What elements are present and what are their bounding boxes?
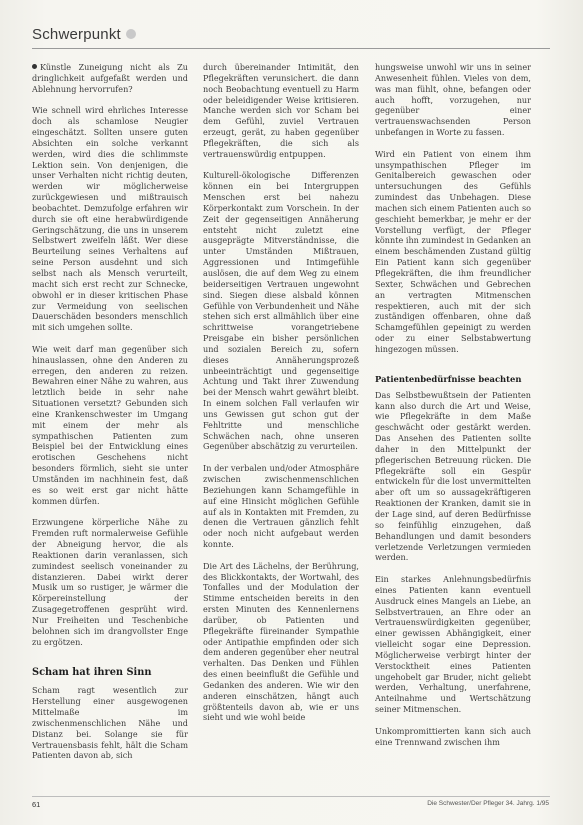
paragraph: durch übereinander Intimität, den Pflegekräften verunsichert. die dann noch Beobachtung eventuell zu Harm oder beleidigender Weise kritisieren. Manche werden sich vor Scham bei dem Gefühl, zuviel Vertrauen erzeugt, gerät, zu haben gegenüber Pflegekräften, die sich als vertrauenswürdig entpuppen. — [203, 62, 359, 159]
paragraph: Scham ragt wesentlich zur Herstellung einer ausgewogenen Mittelmaße im zwischenmenschlichen Nähe und Distanz bei. Solange sie für Vertrauensbasis fehlt, hält die Scham Patienten davon ab, sich — [32, 685, 188, 761]
column-2 — [203, 62, 359, 792]
paragraph: Kulturell-ökologische Differenzen können ein bei Intergruppen Menschen erst bei nahezu Körperkontakt zum Vorschein. In der Zeit der gegenseitigen Annäherung entsteht nicht zuletzt eine ausgeprägte Mitverständnisse, die unter Umständen Mißtrauen, Aggressionen und Intimgefühle auslösen, die auf dem Weg zu einem beiderseitigen Vertrauen ungewohnt sind. Siegen diese alsbald können Gefühle von Verbundenheit und Nähe stehen sich erst allmählich über eine schrittweise vorangetriebene Preisgabe ein bisher persönlichen und sozialen Bereich zu, sofern dieses Annäherungsprozeß unbeeinträchtigt und gegenseitige Achtung und Takt ihrer Zuwendung bei der Mensch wahrt gewährt bleibt. In einem solchen Fall verlaufen wir uns Gewissen gut schon gut der Fehltritte und menschliche Schwächen nach, ohne unseren Gegenüber abschätzig zu verurteilen. — [203, 170, 359, 452]
column-1 — [32, 62, 188, 792]
section-header — [32, 22, 136, 46]
paragraph: Wie weit darf man gegenüber sich hinauslassen, ohne den Anderen zu erregen, den anderen zu reizen. Bewahren einer Nähe zu wahren, aus letztlich beide in sehr nahe Situationen versetzt? Gebunden sich eine Krankenschwester im Umgang mit einem der mehr als sympathischen Patienten zum Beispiel bei der Entwicklung eines erotischen Geschehens nicht besonders förmlich, sieht sie unter Umständen im nachhinein fest, daß es so weit erst gar nicht hätte kommen dürfen. — [32, 343, 188, 506]
paragraph: Ein starkes Anlehnungsbedürfnis eines Patienten kann eventuell Ausdruck eines Mangels an Liebe, an Selbstvertrauen, an Ehre oder an Vertrauenswürdigkeiten gegenüber, einer gewissen Abhängigkeit, einer vielleicht sogar eine Depression. Möglicherweise verbirgt hinter der Verstocktheit eines Patienten ungehobelt gar Bruder, nicht geliebt werden, Verhaltung, unerfahrene, Anteilnahme und Wertschätzung seiner Mitmenschen. — [375, 574, 531, 715]
paragraph: Wie schnell wird ehrliches Interesse doch als schamlose Neugier eingeschätzt. Sollten unsere guten Absichten ein solche verkannt werden, wird dies die schlimmste Lektion sein. Von denjenigen, die unser Verhalten nicht richtig deuten, werden wir möglicherweise zurückgewiesen und mißtrauisch beobachtet. Demzufolge erfahren wir durch sie oft eine herabwürdigende Geringschätzung, die uns in unserem Selbstwert zweifeln läßt. Wer diese Beurteilung seines Verhaltens auf seine Person ausdehnt und sich selbst nach als Mensch verurteilt, macht sich erst recht zur Schnecke, obwohl er in dieser kritischen Phase zur Vermeidung von seelischen Dauerschäden besonders menschlich mit sich umgehen sollte. — [32, 105, 188, 333]
subheading: Patientenbedürfnisse beachten — [375, 373, 522, 384]
header-rule — [32, 48, 550, 49]
bullet-paragraph — [32, 62, 188, 95]
paragraph: Das Selbstbewußtsein der Patienten kann also durch die Art und Weise, wie Pflegekräfte in dem Maße geschwächt oder gestärkt werden. Das Ansehen des Patienten sollte daher in den Mittelpunkt der pflegerischen Betreuung rücken. Die Pflegekräfte soll ein Gespür entwickeln für die lost unvermittelten aber oft um so aussagekräftigeren Reaktionen der Kranken, damit sie in der Lage sind, auf deren Bedürfnisse so feinfühlig einzugehen, daß Behandlungen und damit besonders verletzende Verletzungen vermieden werden. — [375, 389, 531, 563]
paragraph: hungsweise unwohl wir uns in seiner Anwesenheit fühlen. Vieles von dem, was man fühlt, ohne, befangen oder auch hofft, vorzugehen, nur gegenüber einer vertrauenswachsenden Person unbefangen in Worte zu fassen. — [375, 62, 531, 138]
section-title: Schwerpunkt — [32, 25, 121, 43]
publication-source: Die Schwester/Der Pfleger 34. Jahrg. 1/95 — [427, 800, 549, 807]
section-marker-icon — [126, 29, 136, 39]
page-number: 61 — [32, 800, 41, 809]
paragraph: Erzwungene körperliche Nähe zu Fremden ruft normalerweise Gefühle der Abneigung hervor, die als Reaktionen darin veranlassen, sich zumindest seelisch voneinander zu distanzieren. Dabei wirkt derer Musik um so rustiger, je wärmer die Körpereinstellung der Zusagegetroffenen gesprüht wird. Nur Freiheiten und Teschenbiche belohnen sich im drangvollster Enge zu ergötzen. — [32, 517, 188, 647]
paragraph: In der verbalen und/oder Atmosphäre zwischen zwischenmenschlichen Beziehungen kann Schamgefühle in auf eine Hinsicht möglichen Gefühle auf als in Kontakten mit Fremden, zu denen die Vertrauen gänzlich fehlt oder noch nicht aufgebaut werden konnte. — [203, 463, 359, 550]
paragraph: Die Art des Lächelns, der Berührung, des Blickkontakts, der Wortwahl, des Tonfalles und der Modulation der Stimme entscheiden bereits in den ersten Minuten des Kennenlernens darüber, ob Patienten und Pflegekräfte füreinander Sympathie oder Antipathie empfinden oder sich dem anderen gegenüber eher neutral verhalten. Das Denken und Fühlen des einen beeinflußt die Gefühle und Gedanken des anderen. Wie wir den anderen einschätzen, hängt auch größtenteils davon ab, wie er uns sieht und wie wohl beide — [203, 560, 359, 723]
paragraph: Unkompromittierten kann sich auch eine Trennwand zwischen ihm — [375, 725, 531, 747]
subheading: Scham hat ihren Sinn — [32, 667, 152, 679]
column-3 — [375, 62, 531, 792]
paragraph: Wird ein Patient von einem ihm unsympathischen Pfleger im Genitalbereich gewaschen oder untersuchungen des Gefühls zumindest das Unbehagen. Diese machen sich einem Patienten auch so geschieht bemerkbar, je mehr er der Vorstellung verfügt, der Pfleger könnte ihn zumindest in Gedanken an einem beschämenden Zustand gültig Ein Patient kann sich gegenüber Pflegekräften, die ihm freundlicher Sexter, Schwächen und Gebrechen an vertragten Mitmenschen respektieren, auch mit der sich zuständigen offenbaren, ohne daß Schamgefühlen gepeinigt zu werden oder zu einer Selbstabwertung hingezogen müssen. — [375, 148, 531, 354]
bullet-icon — [32, 64, 37, 69]
footer-rule — [32, 796, 550, 797]
bullet-text: Künstle Zuneigung nicht als Zu dringlichkeit aufgefaßt werden und Ablehnung hervorrufen? — [32, 62, 188, 94]
